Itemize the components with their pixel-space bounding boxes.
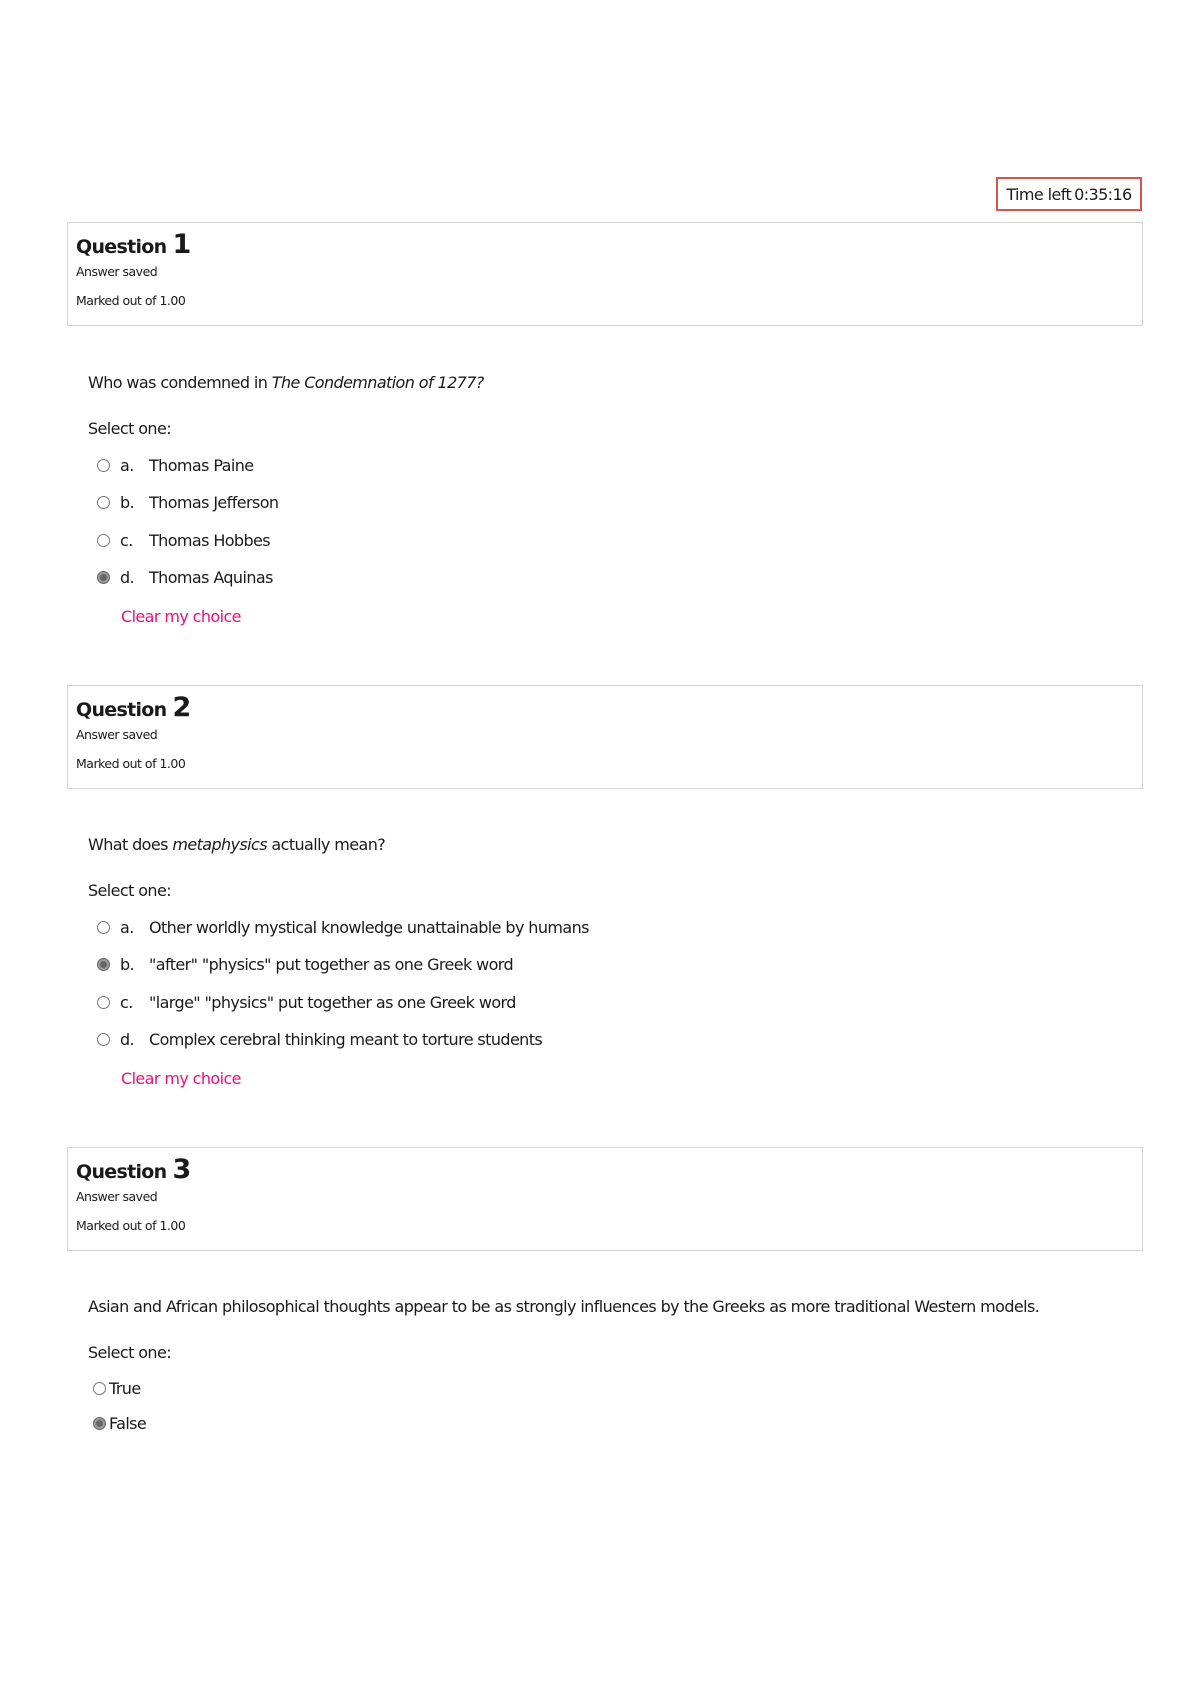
question-title [76, 231, 1142, 259]
option-letter: d. [120, 567, 135, 587]
answer-option-b[interactable] [97, 953, 513, 975]
question-title [76, 1156, 1142, 1184]
answer-option-a[interactable] [97, 916, 589, 938]
answer-option-d[interactable] [97, 566, 273, 588]
question-text-part: actually mean? [266, 835, 386, 854]
option-letter: a. [120, 455, 134, 475]
option-text: Thomas Jefferson [149, 492, 279, 512]
question-grade: Marked out of 1.00 [76, 293, 186, 308]
timer-label: Time left [1006, 184, 1072, 204]
option-text: False [109, 1413, 147, 1433]
radio-button[interactable] [97, 996, 110, 1009]
question-text-italic: The Condemnation of 1277? [271, 373, 484, 392]
question-state: Answer saved [76, 264, 158, 279]
question-info-3 [67, 1147, 1143, 1251]
answer-option-b[interactable] [97, 491, 278, 513]
question-label: Question [76, 1161, 167, 1183]
question-label: Question [76, 699, 167, 721]
question-title [76, 694, 1142, 722]
question-state: Answer saved [76, 727, 158, 742]
option-text: Thomas Hobbes [149, 530, 271, 550]
option-text: Thomas Aquinas [149, 567, 273, 587]
option-text: Complex cerebral thinking meant to torture students [149, 1029, 543, 1049]
question-info-2 [67, 685, 1143, 789]
radio-button[interactable] [97, 958, 110, 971]
option-text: Other worldly mystical knowledge unattainable by humans [149, 917, 589, 937]
option-letter: d. [120, 1029, 135, 1049]
option-text: "after" "physics" put together as one Greek word [149, 954, 514, 974]
select-prompt: Select one: [88, 881, 172, 900]
radio-button[interactable] [93, 1382, 106, 1395]
option-letter: b. [120, 954, 135, 974]
timer-value: 0:35:16 [1074, 184, 1132, 204]
option-letter: c. [120, 992, 133, 1012]
radio-button[interactable] [97, 496, 110, 509]
question-text: Asian and African philosophical thoughts appear to be as strongly influences by the Greeks as more traditional Western models. [88, 1297, 1040, 1316]
answer-option-c[interactable] [97, 529, 270, 551]
question-state: Answer saved [76, 1189, 158, 1204]
radio-button[interactable] [93, 1417, 106, 1430]
option-letter: b. [120, 492, 135, 512]
answer-option-true[interactable] [93, 1378, 141, 1398]
select-prompt: Select one: [88, 1343, 172, 1362]
answer-option-false[interactable] [93, 1413, 146, 1433]
question-text-italic: metaphysics [172, 835, 267, 854]
question-number: 2 [172, 692, 191, 723]
radio-button[interactable] [97, 571, 110, 584]
question-text [88, 835, 385, 855]
option-letter: a. [120, 917, 134, 937]
radio-button[interactable] [97, 1033, 110, 1046]
clear-choice-link[interactable]: Clear my choice [121, 1069, 241, 1088]
question-number: 1 [172, 229, 191, 260]
question-text [88, 373, 484, 393]
radio-button[interactable] [97, 459, 110, 472]
question-grade: Marked out of 1.00 [76, 756, 186, 771]
question-text-part: What does [88, 835, 173, 854]
option-text: True [109, 1378, 141, 1398]
radio-button[interactable] [97, 534, 110, 547]
answer-option-d[interactable] [97, 1028, 542, 1050]
question-label: Question [76, 236, 167, 258]
select-prompt: Select one: [88, 419, 172, 438]
option-letter: c. [120, 530, 133, 550]
option-text: "large" "physics" put together as one Greek word [149, 992, 516, 1012]
question-info-1 [67, 222, 1143, 326]
answer-option-a[interactable] [97, 454, 253, 476]
question-text-part: Who was condemned in [88, 373, 272, 392]
answer-option-c[interactable] [97, 991, 516, 1013]
radio-button[interactable] [97, 921, 110, 934]
quiz-timer [996, 177, 1142, 211]
option-text: Thomas Paine [149, 455, 254, 475]
clear-choice-link[interactable]: Clear my choice [121, 607, 241, 626]
question-grade: Marked out of 1.00 [76, 1218, 186, 1233]
question-number: 3 [172, 1154, 191, 1185]
